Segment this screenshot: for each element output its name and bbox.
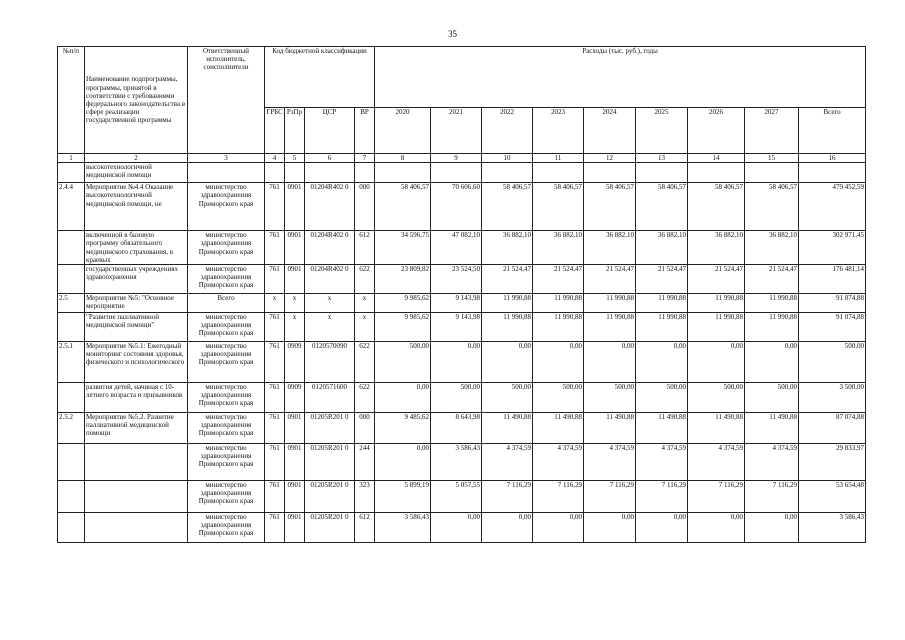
row-year-value: 0,00 — [431, 342, 482, 383]
row-number — [58, 481, 85, 513]
row-csr: 01205R201 0 — [305, 513, 355, 543]
row-year-value: 9 143,98 — [431, 294, 482, 313]
row-year-value: 7 116,29 — [482, 481, 533, 513]
row-year-value: 11 990,88 — [584, 294, 636, 313]
row-executor: Всего — [188, 294, 265, 313]
header-executor: Ответственный исполнитель, соисполнители — [188, 47, 265, 154]
row-year-value: 21 524,47 — [688, 265, 745, 294]
table-row — [58, 231, 866, 265]
row-year-value: 4 374,59 — [745, 444, 799, 481]
row-year-value: 23 524,50 — [431, 265, 482, 294]
row-grbs: 761 — [265, 183, 285, 231]
row-executor: министерство здравоохранения Приморского края — [188, 444, 265, 481]
column-number: 14 — [688, 154, 745, 163]
row-executor: министерство здравоохранения Приморского края — [188, 313, 265, 342]
row-vr: 612 — [355, 513, 375, 543]
row-name: Мероприятие №4.4 Оказание высокотехнологичной медицинской помощи, не — [85, 183, 188, 231]
row-year-value: 500,00 — [688, 383, 745, 413]
row-year-value: 4 374,59 — [533, 444, 584, 481]
row-year-value: 11 490,88 — [636, 413, 688, 444]
row-year-value: 21 524,47 — [636, 265, 688, 294]
row-csr: 01204R402 0 — [305, 265, 355, 294]
row-year-value: 7 116,29 — [636, 481, 688, 513]
row-vr: 622 — [355, 265, 375, 294]
row-vr: 323 — [355, 481, 375, 513]
header-year: 2027 — [745, 108, 799, 154]
table-row — [58, 444, 866, 481]
row-rzpr: 0909 — [285, 342, 305, 383]
page-number: 35 — [448, 29, 457, 39]
row-year-value: 0,00 — [375, 444, 431, 481]
row-vr: 622 — [355, 383, 375, 413]
row-year-value — [584, 163, 636, 183]
row-year-value: 5 899,19 — [375, 481, 431, 513]
row-year-value: 11 490,88 — [584, 413, 636, 444]
row-total: 91 074,88 — [799, 294, 866, 313]
row-total: 479 452,59 — [799, 183, 866, 231]
row-year-value: 36 882,10 — [584, 231, 636, 265]
table-row — [58, 313, 866, 342]
header-budget-code: Код бюджетной классификации — [265, 47, 375, 108]
row-year-value: 11 490,88 — [482, 413, 533, 444]
row-csr: 01204R402 0 — [305, 183, 355, 231]
row-rzpr: 0909 — [285, 383, 305, 413]
row-year-value: 21 524,47 — [584, 265, 636, 294]
row-number — [58, 163, 85, 183]
row-year-value: 11 990,88 — [688, 294, 745, 313]
row-year-value: 47 082,10 — [431, 231, 482, 265]
row-year-value: 36 882,10 — [636, 231, 688, 265]
row-number: 2.5 — [58, 294, 85, 313]
header-vr: ВР — [355, 108, 375, 154]
row-year-value: 500,00 — [533, 383, 584, 413]
row-csr: 0120571600 — [305, 383, 355, 413]
row-vr: 622 — [355, 342, 375, 383]
row-year-value: 70 606,60 — [431, 183, 482, 231]
row-year-value: 11 990,88 — [482, 294, 533, 313]
row-year-value: 11 990,88 — [688, 313, 745, 342]
row-year-value: 34 596,75 — [375, 231, 431, 265]
row-total — [799, 163, 866, 183]
row-year-value: 5 057,55 — [431, 481, 482, 513]
row-year-value: 0,00 — [745, 513, 799, 543]
row-year-value: 9 143,98 — [431, 313, 482, 342]
row-year-value: 500,00 — [584, 383, 636, 413]
row-year-value: 0,00 — [431, 513, 482, 543]
row-year-value: 21 524,47 — [482, 265, 533, 294]
row-year-value: 4 374,59 — [636, 444, 688, 481]
header-year: 2021 — [431, 108, 482, 154]
row-year-value: 0,00 — [482, 513, 533, 543]
row-year-value: 11 990,88 — [636, 294, 688, 313]
row-total: 91 074,88 — [799, 313, 866, 342]
header-total: Всего — [799, 108, 866, 154]
row-rzpr: 0901 — [285, 265, 305, 294]
row-executor: министерство здравоохранения Приморского края — [188, 231, 265, 265]
table-row — [58, 513, 866, 543]
row-grbs: 761 — [265, 231, 285, 265]
header-rzpr: РзПр — [285, 108, 305, 154]
row-grbs: 761 — [265, 513, 285, 543]
row-year-value: 58 406,57 — [482, 183, 533, 231]
row-executor: министерство здравоохранения Приморского края — [188, 183, 265, 231]
row-year-value: 500,00 — [375, 342, 431, 383]
row-csr: x — [305, 313, 355, 342]
row-year-value: 7 116,29 — [745, 481, 799, 513]
row-name: "Развитие паллиативной медицинской помощи" — [85, 313, 188, 342]
row-year-value: 11 990,88 — [533, 294, 584, 313]
header-name: Наименование подпрограммы, программы, принятой в соответствии с требованиями федерального законодательства в сфере реализации государственной программы — [85, 47, 188, 154]
row-rzpr: 0901 — [285, 413, 305, 444]
row-year-value: 58 406,57 — [533, 183, 584, 231]
row-csr: 01205R201 0 — [305, 481, 355, 513]
row-total: 302 971,45 — [799, 231, 866, 265]
row-year-value: 11 490,88 — [688, 413, 745, 444]
row-executor: министерство здравоохранения Приморского края — [188, 513, 265, 543]
row-name: высокотехнологичной медицинской помощи — [85, 163, 188, 183]
header-year: 2023 — [533, 108, 584, 154]
row-year-value: 3 586,43 — [375, 513, 431, 543]
row-year-value: 0,00 — [688, 342, 745, 383]
row-name: развития детей, начиная с 10-летнего возраста и призывников — [85, 383, 188, 413]
row-rzpr: 0901 — [285, 513, 305, 543]
row-name: включенной в базовую программу обязательного медицинского страхования, в краевых — [85, 231, 188, 265]
row-vr — [355, 163, 375, 183]
row-total: 29 833,97 — [799, 444, 866, 481]
column-number: 5 — [285, 154, 305, 163]
row-year-value: 500,00 — [636, 383, 688, 413]
row-year-value — [482, 163, 533, 183]
row-year-value — [431, 163, 482, 183]
row-year-value: 4 374,59 — [584, 444, 636, 481]
row-year-value: 36 882,10 — [482, 231, 533, 265]
row-rzpr: x — [285, 313, 305, 342]
row-year-value: 0,00 — [375, 383, 431, 413]
row-year-value: 11 990,88 — [745, 313, 799, 342]
row-number: 2.4.4 — [58, 183, 85, 231]
column-number: 2 — [85, 154, 188, 163]
row-grbs: 761 — [265, 481, 285, 513]
row-csr: 01205R201 0 — [305, 444, 355, 481]
column-number: 1 — [58, 154, 85, 163]
table-row — [58, 413, 866, 444]
column-number: 3 — [188, 154, 265, 163]
row-grbs: x — [265, 294, 285, 313]
row-rzpr: 0901 — [285, 481, 305, 513]
row-name: Мероприятие №5.1: Ежегодный мониторинг состояния здоровья, физического и психологического — [85, 342, 188, 383]
row-number — [58, 231, 85, 265]
row-year-value — [533, 163, 584, 183]
row-grbs: 761 — [265, 342, 285, 383]
table-body — [58, 163, 866, 543]
column-number: 11 — [533, 154, 584, 163]
header-year: 2022 — [482, 108, 533, 154]
row-rzpr: 0901 — [285, 183, 305, 231]
row-year-value: 3 586,43 — [431, 444, 482, 481]
row-total: 87 074,88 — [799, 413, 866, 444]
row-year-value: 11 990,88 — [533, 313, 584, 342]
row-year-value: 0,00 — [688, 513, 745, 543]
row-name — [85, 481, 188, 513]
row-csr: 01205R201 0 — [305, 413, 355, 444]
row-total: 176 481,14 — [799, 265, 866, 294]
row-name: Мероприятие №5.2. Развитие паллиативной медицинской помощи — [85, 413, 188, 444]
row-vr: x — [355, 294, 375, 313]
table-row — [58, 265, 866, 294]
row-year-value: 8 643,98 — [431, 413, 482, 444]
row-grbs: 761 — [265, 265, 285, 294]
row-rzpr: 0901 — [285, 444, 305, 481]
row-year-value: 500,00 — [431, 383, 482, 413]
row-grbs: 761 — [265, 413, 285, 444]
table-row — [58, 342, 866, 383]
header-expenses: Расходы (тыс. руб.), годы — [375, 47, 866, 108]
row-vr: 612 — [355, 231, 375, 265]
header-year: 2024 — [584, 108, 636, 154]
row-csr: 0120570090 — [305, 342, 355, 383]
row-name: Мероприятие №5: "Основное мероприятие — [85, 294, 188, 313]
row-executor: министерство здравоохранения Приморского края — [188, 481, 265, 513]
row-number — [58, 513, 85, 543]
row-csr: 01204R402 0 — [305, 231, 355, 265]
header-csr: ЦСР — [305, 108, 355, 154]
row-number — [58, 444, 85, 481]
row-year-value: 11 990,88 — [745, 294, 799, 313]
row-year-value: 11 490,88 — [533, 413, 584, 444]
table-row — [58, 163, 866, 183]
column-number: 4 — [265, 154, 285, 163]
table-row — [58, 481, 866, 513]
row-year-value: 36 882,10 — [745, 231, 799, 265]
row-year-value: 7 116,29 — [533, 481, 584, 513]
row-number — [58, 265, 85, 294]
row-name — [85, 513, 188, 543]
row-name — [85, 444, 188, 481]
row-year-value: 7 116,29 — [688, 481, 745, 513]
row-year-value: 58 406,57 — [375, 183, 431, 231]
header-year: 2026 — [688, 108, 745, 154]
row-vr: 000 — [355, 413, 375, 444]
row-vr: 000 — [355, 183, 375, 231]
row-year-value: 11 990,88 — [636, 313, 688, 342]
row-year-value: 36 882,10 — [688, 231, 745, 265]
row-year-value: 0,00 — [636, 513, 688, 543]
row-year-value: 500,00 — [745, 383, 799, 413]
row-rzpr: 0901 — [285, 231, 305, 265]
row-name: государственных учреждениях здравоохранения — [85, 265, 188, 294]
row-executor — [188, 163, 265, 183]
row-total: 53 654,48 — [799, 481, 866, 513]
row-year-value: 9 985,62 — [375, 294, 431, 313]
row-vr: 244 — [355, 444, 375, 481]
column-number: 12 — [584, 154, 636, 163]
header-num: №п/п — [58, 47, 85, 154]
column-number: 8 — [375, 154, 431, 163]
header-year: 2020 — [375, 108, 431, 154]
row-year-value: 58 406,57 — [745, 183, 799, 231]
table-row — [58, 383, 866, 413]
column-number: 15 — [745, 154, 799, 163]
row-year-value: 23 809,82 — [375, 265, 431, 294]
row-executor: министерство здравоохранения Приморского края — [188, 413, 265, 444]
row-year-value: 21 524,47 — [745, 265, 799, 294]
row-grbs: 761 — [265, 383, 285, 413]
row-year-value: 500,00 — [482, 383, 533, 413]
row-total: 500,00 — [799, 342, 866, 383]
row-number: 2.5.2 — [58, 413, 85, 444]
row-year-value: 4 374,59 — [688, 444, 745, 481]
row-executor: министерство здравоохранения Приморского края — [188, 383, 265, 413]
row-number: 2.5.1 — [58, 342, 85, 383]
row-rzpr — [285, 163, 305, 183]
row-grbs — [265, 163, 285, 183]
row-csr — [305, 163, 355, 183]
header-year: 2025 — [636, 108, 688, 154]
row-year-value — [745, 163, 799, 183]
column-number: 10 — [482, 154, 533, 163]
row-rzpr: x — [285, 294, 305, 313]
row-year-value: 4 374,59 — [482, 444, 533, 481]
row-year-value: 11 490,88 — [745, 413, 799, 444]
row-grbs: 761 — [265, 313, 285, 342]
row-executor: министерство здравоохранения Приморского края — [188, 265, 265, 294]
row-year-value: 58 406,57 — [688, 183, 745, 231]
row-year-value: 11 990,88 — [584, 313, 636, 342]
row-grbs: 761 — [265, 444, 285, 481]
column-number: 9 — [431, 154, 482, 163]
column-number: 7 — [355, 154, 375, 163]
row-year-value — [688, 163, 745, 183]
budget-table — [57, 46, 866, 543]
row-year-value: 9 985,62 — [375, 313, 431, 342]
row-total: 3 500,00 — [799, 383, 866, 413]
row-total: 3 586,43 — [799, 513, 866, 543]
row-year-value: 0,00 — [533, 513, 584, 543]
header-grbs: ГРБС — [265, 108, 285, 154]
column-number: 6 — [305, 154, 355, 163]
row-year-value — [375, 163, 431, 183]
row-year-value: 58 406,57 — [636, 183, 688, 231]
row-number — [58, 383, 85, 413]
row-year-value: 0,00 — [584, 342, 636, 383]
row-year-value: 21 524,47 — [533, 265, 584, 294]
column-number: 13 — [636, 154, 688, 163]
row-year-value: 36 882,10 — [533, 231, 584, 265]
row-vr: x — [355, 313, 375, 342]
row-year-value: 7 116,29 — [584, 481, 636, 513]
row-number — [58, 313, 85, 342]
row-year-value: 0,00 — [584, 513, 636, 543]
table-row — [58, 294, 866, 313]
row-year-value: 58 406,57 — [584, 183, 636, 231]
row-year-value: 0,00 — [745, 342, 799, 383]
row-year-value: 0,00 — [533, 342, 584, 383]
row-csr: x — [305, 294, 355, 313]
row-executor: министерство здравоохранения Приморского края — [188, 342, 265, 383]
row-year-value: 11 990,88 — [482, 313, 533, 342]
row-year-value: 9 485,62 — [375, 413, 431, 444]
row-year-value — [636, 163, 688, 183]
column-number: 16 — [799, 154, 866, 163]
row-year-value: 0,00 — [482, 342, 533, 383]
row-year-value: 0,00 — [636, 342, 688, 383]
table-row — [58, 183, 866, 231]
column-number-row — [58, 154, 866, 163]
